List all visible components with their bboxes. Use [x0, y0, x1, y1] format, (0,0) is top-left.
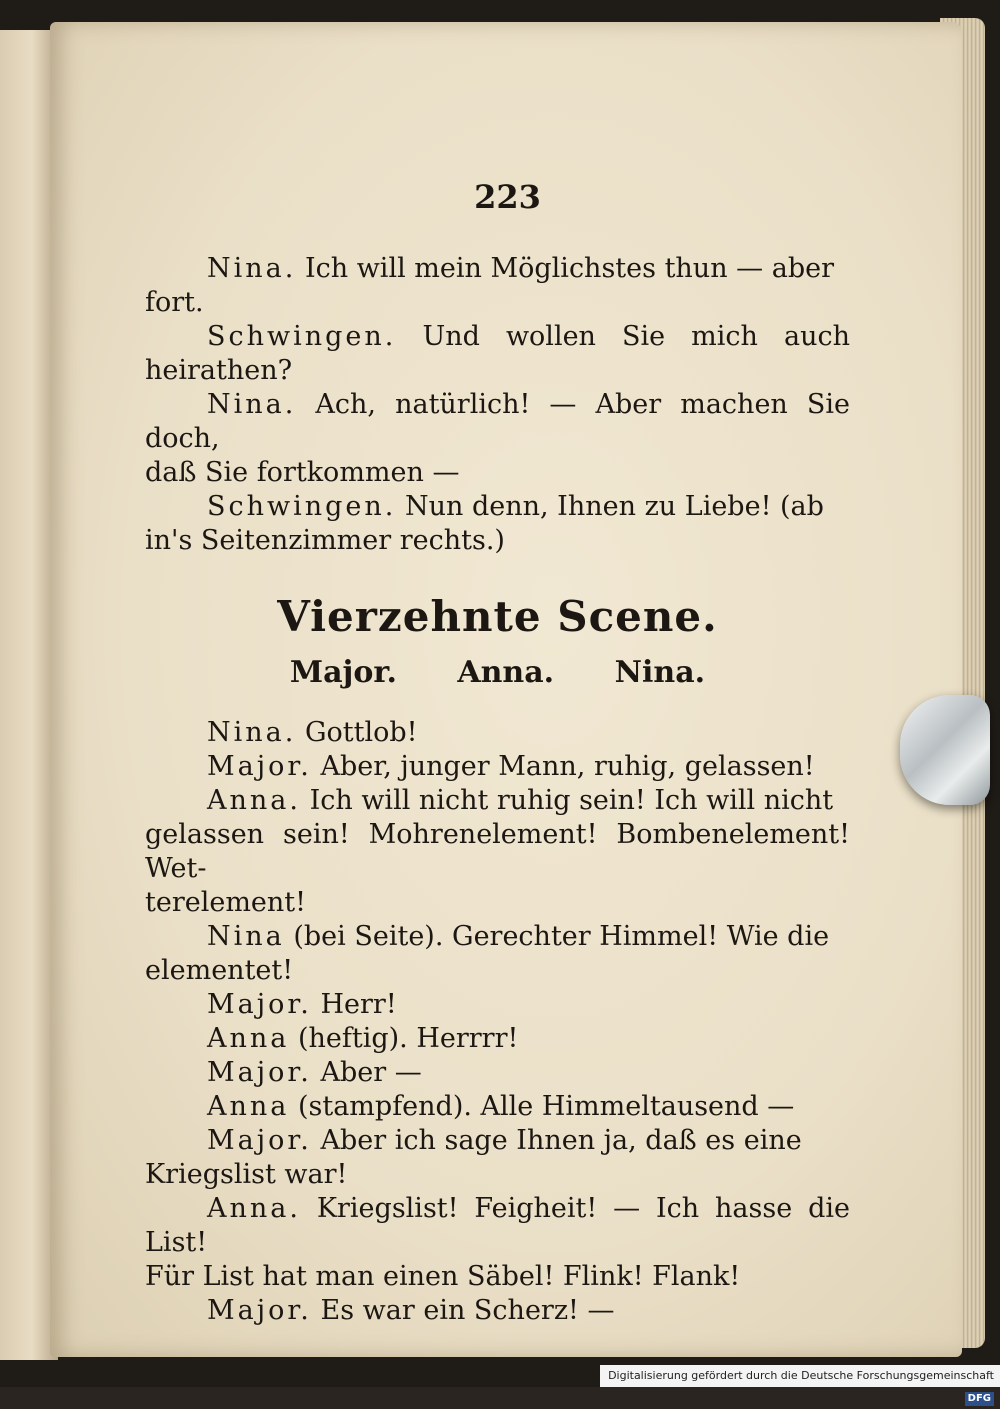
speaker-name: Anna [207, 1091, 290, 1122]
speaker-name: Major. [207, 989, 312, 1020]
text-line [145, 490, 850, 524]
speaker-name: Anna [207, 1023, 290, 1054]
line-text: Kriegslist! Feigheit! — Ich hasse die List! [145, 1193, 850, 1258]
page-text [145, 180, 850, 1328]
text-line [145, 818, 850, 886]
speaker-name: Schwingen. [207, 491, 397, 522]
text-line [145, 1192, 850, 1260]
line-text: terelement! [145, 887, 306, 918]
line-text: Und wollen Sie mich auch heirathen? [145, 321, 850, 386]
line-text: Aber, junger Mann, ruhig, gelassen! [320, 751, 815, 782]
line-text: (bei Seite). Gerechter Himmel! Wie die [293, 921, 830, 952]
speaker-name: Major. [207, 1057, 312, 1088]
digitization-credit-bar [600, 1365, 1000, 1404]
line-text: daß Sie fortkommen — [145, 457, 460, 488]
credit-text: Digitalisierung gefördert durch die Deutsche Forschungsgemeinschaft [608, 1369, 994, 1382]
text-line [145, 320, 850, 388]
text-line [145, 286, 850, 320]
line-text: Kriegslist war! [145, 1159, 348, 1190]
speaker-name: Nina [207, 921, 285, 952]
line-text: Herr! [320, 989, 397, 1020]
cast-member: Major. [289, 655, 397, 690]
dfg-logo: DFG [965, 1392, 994, 1406]
text-line [145, 886, 850, 920]
line-text: Es war ein Scherz! — [320, 1295, 615, 1326]
page-number: 223 [474, 178, 541, 216]
speaker-name: Major. [207, 1295, 312, 1326]
line-text: Aber — [320, 1057, 422, 1088]
line-text: gelassen sein! Mohrenelement! Bombenelement! Wet- [145, 819, 850, 884]
text-line [145, 1260, 850, 1294]
page-clip [900, 695, 990, 805]
text-line [145, 1022, 850, 1056]
text-line [145, 388, 850, 456]
speaker-name: Nina. [207, 717, 297, 748]
dialogue-before-scene [145, 252, 850, 558]
line-text: Ich will nicht ruhig sein! Ich will nicht [309, 785, 834, 816]
text-line [145, 1124, 850, 1158]
line-text: in's Seitenzimmer rechts.) [145, 525, 505, 556]
text-line [145, 784, 850, 818]
speaker-name: Major. [207, 1125, 312, 1156]
dialogue-scene [145, 716, 850, 1328]
text-line [145, 920, 850, 954]
cast-list [145, 656, 850, 690]
line-text: (heftig). Herrrr! [297, 1023, 519, 1054]
text-line [145, 1158, 850, 1192]
line-text: (stampfend). Alle Himmeltausend — [297, 1091, 795, 1122]
text-line [145, 988, 850, 1022]
line-text: Aber ich sage Ihnen ja, daß es eine [320, 1125, 802, 1156]
speaker-name: Schwingen. [207, 321, 397, 352]
line-text: Ach, natürlich! — Aber machen Sie doch, [145, 389, 850, 454]
line-text: Gottlob! [304, 717, 418, 748]
text-line [145, 456, 850, 490]
speaker-name: Anna. [207, 1193, 301, 1224]
line-text: Ich will mein Möglichstes thun — aber [304, 253, 835, 284]
line-text: fort. [145, 287, 204, 318]
cast-member: Anna. [457, 655, 555, 690]
text-line [145, 716, 850, 750]
speaker-name: Nina. [207, 389, 297, 420]
text-line [145, 524, 850, 558]
speaker-name: Anna. [207, 785, 301, 816]
speaker-name: Major. [207, 751, 312, 782]
line-text: Für List hat man einen Säbel! Flink! Flank! [145, 1261, 741, 1292]
text-line [145, 1294, 850, 1328]
text-line [145, 252, 850, 286]
cast-member: Nina. [614, 655, 706, 690]
text-line [145, 1056, 850, 1090]
scene-title: Vierzehnte Scene. [277, 592, 718, 641]
text-line [145, 1090, 850, 1124]
line-text: elementet! [145, 955, 294, 986]
text-line [145, 750, 850, 784]
line-text: Nun denn, Ihnen zu Liebe! (ab [404, 491, 824, 522]
text-line [145, 954, 850, 988]
speaker-name: Nina. [207, 253, 297, 284]
